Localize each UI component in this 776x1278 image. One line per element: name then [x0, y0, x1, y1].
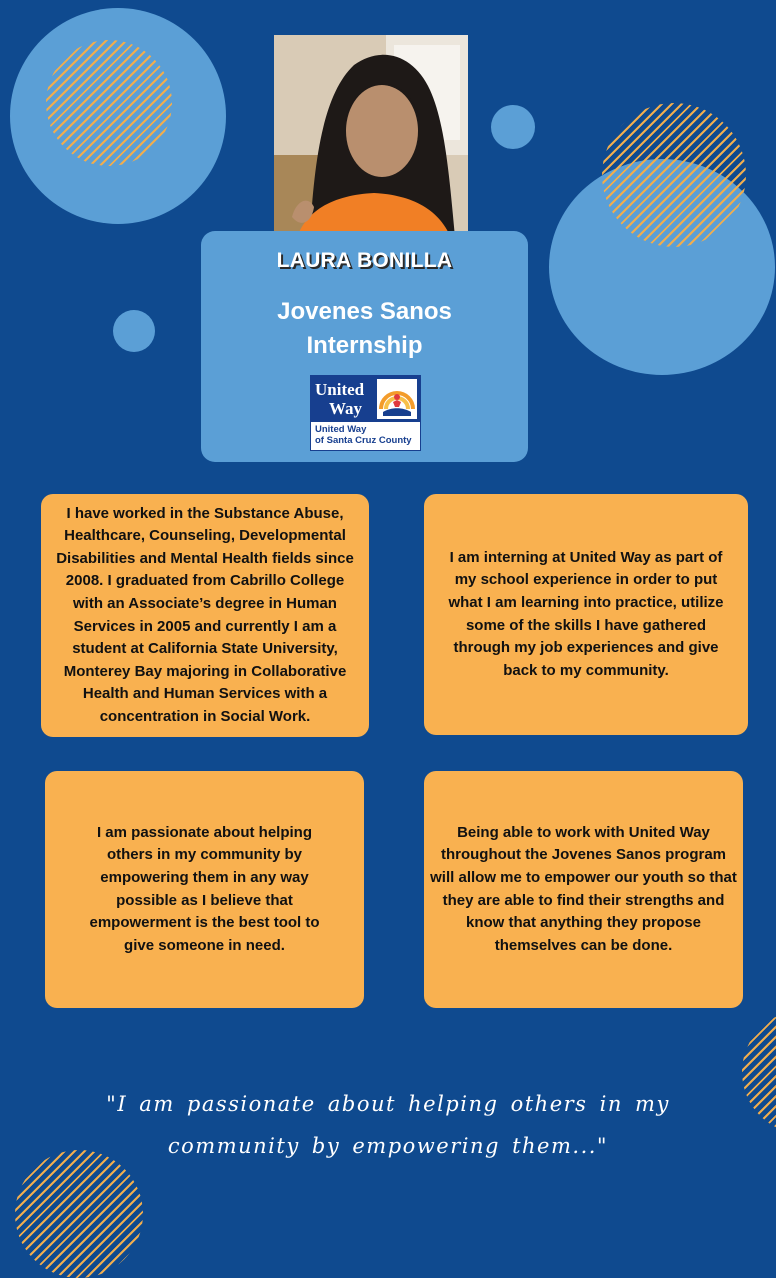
united-way-logo [310, 375, 421, 451]
program-title-line1: Jovenes Sanos [277, 298, 452, 325]
bio-card [41, 494, 369, 737]
decor-circle-small-right [491, 105, 535, 149]
internship-card [424, 494, 748, 735]
logo-word-united: United [315, 380, 365, 399]
decor-stripe-circle-bottom-right [742, 1010, 776, 1134]
quote-text: "I am passionate about helping others in my community by empowering them..." [106, 1092, 670, 1158]
passion-card-text: I am passionate about helping others in my community by empowering them in any way possible as I believe that empowerment is the best tool to give someone in need. [89, 823, 320, 954]
decor-stripe-circle-left [46, 40, 172, 166]
program-title [201, 295, 528, 363]
passion-card [45, 771, 364, 1008]
program-title-line2: Internship [306, 332, 423, 359]
logo-sub-line1: United Way [315, 424, 367, 435]
decor-stripe-circle-bottom-left [15, 1150, 143, 1278]
logo-sub-line2: of Santa Cruz County [315, 435, 412, 446]
goal-card [424, 771, 743, 1008]
profile-photo [274, 35, 468, 247]
bio-card-text: I have worked in the Substance Abuse, Healthcare, Counseling, Developmental Disabilities and Mental Health fields since 2008. I graduated from Cabrillo College with an Associate’s degree in Human Services in 2005 and currently I am a student at California State University, Monterey Bay majoring in Collaborative Health and Human Services with a concentration in Social Work. [56, 504, 354, 725]
decor-stripe-circle-right [602, 103, 746, 247]
person-portrait-photo [274, 35, 468, 247]
internship-card-text: I am interning at United Way as part of my school experience in order to put what I am learning into practice, utilize some of the skills I have gathered through my job experiences and give back to my community. [448, 548, 724, 679]
logo-word-way: Way [329, 399, 363, 418]
profile-name: LAURA BONILLA [276, 249, 453, 272]
name-card [201, 231, 528, 462]
rainbow-hand-icon [377, 379, 417, 419]
goal-card-text: Being able to work with United Way throughout the Jovenes Sanos program will allow me to empower our youth so that they are able to find their strengths and know that anything they propose themselves can be done. [430, 823, 737, 954]
decor-circle-small-mid [113, 310, 155, 352]
